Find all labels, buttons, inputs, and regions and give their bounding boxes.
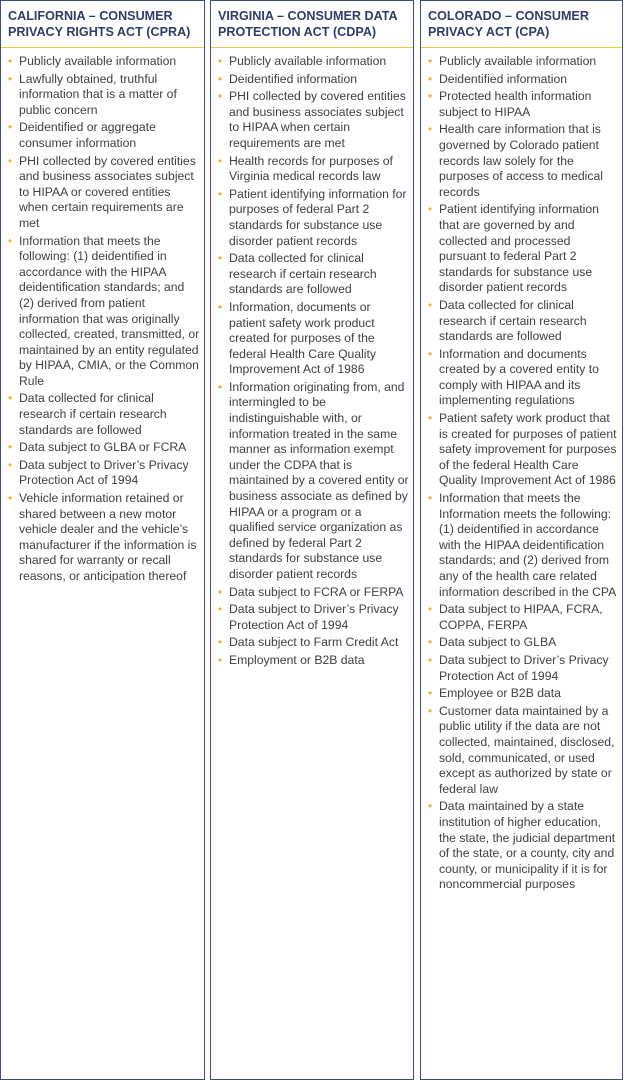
- bullet-icon: •: [428, 491, 433, 506]
- bullet-icon: •: [428, 89, 433, 104]
- list-item: • Deidentified or aggregate consumer information: [8, 120, 156, 150]
- list-item: • Deidentified information: [218, 71, 358, 86]
- list-item: • Data subject to Driver’s Privacy Protection Act of 1994: [8, 457, 189, 488]
- bullet-icon: •: [8, 54, 13, 68]
- list-item: • PHI collected by covered entities and business associates subject to HIPAA when certain requirements are met: [218, 89, 406, 150]
- bullet-icon: •: [218, 71, 223, 86]
- bullet-icon: •: [8, 440, 13, 455]
- bullet-icon: •: [8, 457, 13, 472]
- bullet-icon: •: [428, 799, 433, 814]
- list-item: • Information and documents created by a covered entity to comply with HIPAA and its implementing regulations: [428, 346, 599, 408]
- bullet-icon: •: [8, 153, 13, 168]
- list-item: • Data subject to Driver’s Privacy Protection Act of 1994: [218, 602, 399, 632]
- list-item: • Deidentified information: [428, 71, 568, 86]
- bullet-icon: •: [428, 54, 433, 68]
- list-item: • Data subject to Farm Credit Act: [218, 635, 399, 650]
- column-title: CALIFORNIA – CONSUMER PRIVACY RIGHTS ACT (CPRA): [1, 1, 204, 48]
- list-item: • Information that meets the Information meets the following: (1) deidentified in accordance with the HIPAA deidentification standards; and (2) derived from any of the health care related information described in the CPA: [428, 491, 617, 599]
- bullet-icon: •: [218, 652, 223, 667]
- list-item: • Information that meets the following: (1) deidentified in accordance with the HIPAA deidentification standards; and (2) derived from patient information that was originally collected, created, transmitted, or maintained by an entity regulated by HIPAA, CMIA, or the Common Rule: [8, 233, 200, 388]
- bullet-icon: •: [428, 297, 433, 312]
- bullet-icon: •: [218, 251, 223, 266]
- bullet-icon: •: [428, 71, 433, 86]
- list-item: • Employee or B2B data: [428, 686, 561, 701]
- list-item: • Patient identifying information for purposes of federal Part 2 standards for substance use disorder patient records: [218, 186, 407, 248]
- list-item: • Health records for purposes of Virginia medical records law: [218, 153, 393, 184]
- list-item: • Data collected for clinical research if certain research standards are followed: [428, 297, 587, 344]
- bullet-icon: •: [218, 299, 223, 314]
- list-item: • Data subject to HIPAA, FCRA, COPPA, FERPA: [428, 602, 603, 632]
- bullet-icon: •: [428, 686, 433, 701]
- list-item: • Lawfully obtained, truthful information that is a matter of public concern: [8, 71, 177, 117]
- bullet-icon: •: [218, 153, 223, 168]
- bullet-icon: •: [8, 233, 13, 248]
- list-item: • Data subject to Driver’s Privacy Protection Act of 1994: [428, 652, 609, 683]
- bullet-icon: •: [218, 186, 223, 201]
- exemption-list: [421, 48, 622, 893]
- bullet-icon: •: [218, 89, 223, 104]
- list-item: • Data maintained by a state institution of higher education, the state, the judicial department of the state, or a county, city and county, or municipality if it is for noncommercial purposes: [428, 799, 616, 892]
- list-item: • Data collected for clinical research if certain research standards are followed: [218, 251, 377, 297]
- list-item: • Publicly available information: [8, 54, 177, 68]
- list-item: • Information, documents or patient safety work product created for purposes of the federal Health Care Quality Improvement Act of 1986: [218, 299, 376, 377]
- list-item: • Data subject to GLBA or FCRA: [8, 440, 187, 455]
- list-item: • Information originating from, and intermingled to be indistinguishable with, or information treated in the same manner as information exempt under the CDPA that is maintained by a covered entity or business associate as defined by HIPAA or a program or a qualified service organization as defined by federal Part 2 standards for substance use disorder patient records: [218, 379, 409, 581]
- bullet-icon: •: [8, 71, 13, 86]
- list-item: • Vehicle information retained or shared between a new motor vehicle dealer and the vehicle’s manufacturer if the information is shared for warranty or recall reasons, or anticipation thereof: [8, 491, 197, 583]
- bullet-icon: •: [428, 202, 433, 217]
- list-item: • Publicly available information: [218, 54, 387, 68]
- list-item: • Data subject to FCRA or FERPA: [218, 584, 404, 599]
- column-colorado: [420, 0, 623, 1080]
- bullet-icon: •: [8, 491, 13, 506]
- list-item: • Health care information that is governed by Colorado patient records law solely for the purposes of access to medical records: [428, 122, 603, 199]
- column-title: VIRGINIA – CONSUMER DATA PROTECTION ACT (CDPA): [211, 1, 413, 48]
- bullet-icon: •: [218, 602, 223, 617]
- exemption-list: [1, 48, 204, 585]
- list-item: • Patient safety work product that is created for purposes of patient safety improvement for purposes of the federal Health Care Quality Improvement Act of 1986: [428, 411, 617, 488]
- list-item: • Patient identifying information that are governed by and collected and processed pursuant to federal Part 2 standards for substance use disorder patient records: [428, 202, 599, 295]
- bullet-icon: •: [428, 652, 433, 667]
- list-item: • Employment or B2B data: [218, 652, 365, 667]
- exemption-list: [211, 48, 413, 669]
- list-item: • PHI collected by covered entities and business associates subject to HIPAA or covered entities when certain requirements are met: [8, 153, 196, 230]
- bullet-icon: •: [428, 411, 433, 426]
- bullet-icon: •: [428, 602, 433, 617]
- bullet-icon: •: [428, 635, 433, 650]
- column-california: [0, 0, 205, 1080]
- bullet-icon: •: [218, 635, 223, 650]
- list-item: • Protected health information subject to HIPAA: [428, 89, 592, 119]
- bullet-icon: •: [428, 346, 433, 361]
- list-item: • Data collected for clinical research if certain research standards are followed: [8, 391, 167, 437]
- bullet-icon: •: [218, 54, 223, 68]
- bullet-icon: •: [428, 122, 433, 137]
- bullet-icon: •: [8, 391, 13, 406]
- bullet-icon: •: [428, 703, 433, 718]
- bullet-icon: •: [218, 379, 223, 394]
- list-item: • Customer data maintained by a public utility if the data are not collected, maintained, disclosed, sold, communicated, or used except as authorized by state or federal law: [428, 703, 615, 796]
- list-item: • Data subject to GLBA: [428, 635, 557, 650]
- column-virginia: [210, 0, 414, 1080]
- column-title: COLORADO – CONSUMER PRIVACY ACT (CPA): [421, 1, 622, 48]
- bullet-icon: •: [8, 120, 13, 135]
- list-item: • Publicly available information: [428, 54, 597, 68]
- bullet-icon: •: [218, 584, 223, 599]
